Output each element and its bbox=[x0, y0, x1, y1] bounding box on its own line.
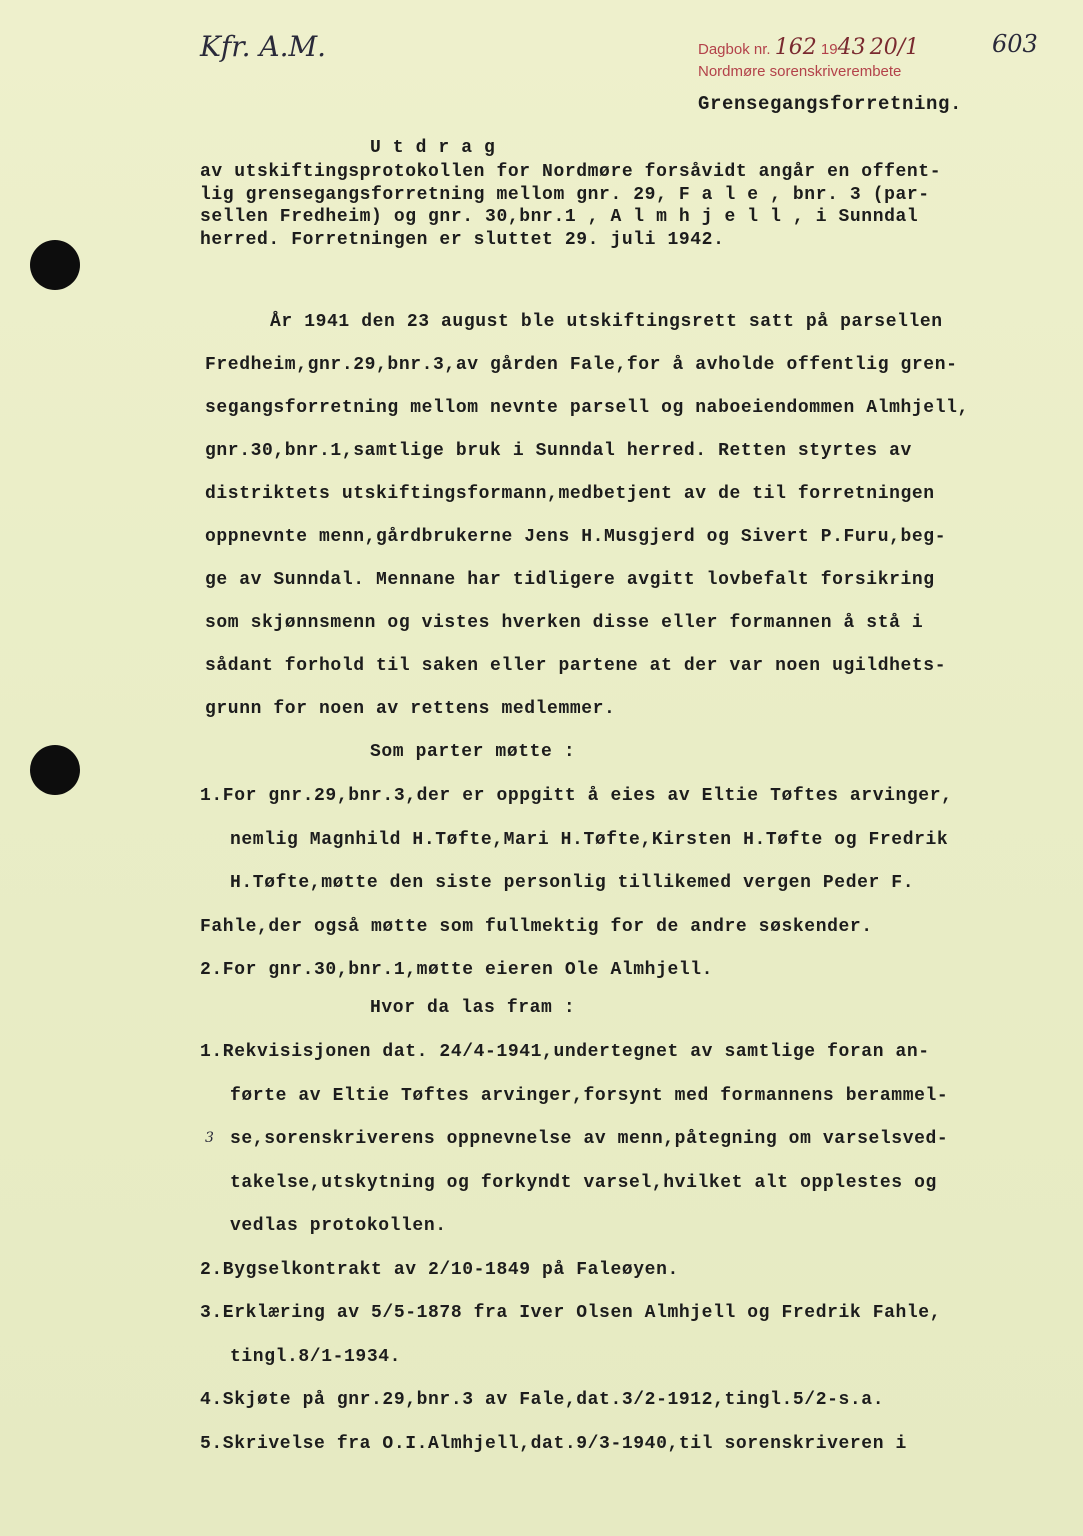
dagbok-number: 162 bbox=[774, 35, 817, 60]
read-line: vedlas protokollen. bbox=[230, 1216, 447, 1236]
intro-line: herred. Forretningen er sluttet 29. juli 1942. bbox=[200, 229, 725, 250]
body-line: Fredheim,gnr.29,bnr.3,av gården Fale,for å avholde offentlig gren- bbox=[205, 355, 958, 375]
body-line: ge av Sunndal. Mennane har tidligere avgitt lovbefalt forsikring bbox=[205, 570, 935, 590]
parties-heading: Som parter møtte : bbox=[370, 742, 576, 762]
read-line: 4.Skjøte på gnr.29,bnr.3 av Fale,dat.3/2-1912,tingl.5/2-s.a. bbox=[200, 1390, 885, 1410]
intro-line: av utskiftingsprotokollen for Nordmøre forsåvidt angår en offent- bbox=[200, 162, 942, 182]
stamp-year-suffix: 43 bbox=[837, 35, 866, 60]
office-stamp: Nordmøre sorenskriverembete bbox=[698, 63, 902, 80]
intro-line: sellen Fredheim) og gnr. 30,bnr.1 , A l m h j e l l , i Sunndal bbox=[200, 207, 919, 227]
party-line: 2.For gnr.30,bnr.1,møtte eieren Ole Almhjell. bbox=[200, 960, 714, 980]
dagbok-label: Dagbok nr. bbox=[698, 41, 771, 58]
read-line: tingl.8/1-1934. bbox=[230, 1346, 402, 1367]
registry-stamp bbox=[698, 35, 919, 60]
body-line: År 1941 den 23 august ble utskiftingsrett satt på parsellen bbox=[270, 312, 943, 332]
intro-line: lig grensegangsforretning mellom gnr. 29, F a l e , bnr. 3 (par- bbox=[200, 184, 930, 205]
body-line: segangsforretning mellom nevnte parsell og naboeiendommen Almhjell, bbox=[205, 398, 969, 418]
read-line: 2.Bygselkontrakt av 2/10-1849 på Faleøyen. bbox=[200, 1259, 679, 1280]
stamp-year-prefix: 19 bbox=[820, 41, 838, 58]
read-line: 3.Erklæring av 5/5-1878 fra Iver Olsen Almhjell og Fredrik Fahle, bbox=[200, 1303, 942, 1323]
party-line: 1.For gnr.29,bnr.3,der er oppgitt å eies av Eltie Tøftes arvinger, bbox=[200, 786, 953, 806]
punch-hole-bottom bbox=[30, 745, 80, 795]
body-line: oppnevnte menn,gårdbrukerne Jens H.Musgjerd og Sivert P.Furu,beg- bbox=[205, 527, 947, 547]
document-title: U t d r a g bbox=[370, 138, 496, 158]
stamp-date: 20/1 bbox=[869, 35, 920, 60]
body-line: distriktets utskiftingsformann,medbetjent av de til forretningen bbox=[205, 484, 935, 504]
read-line: takelse,utskytning og forkyndt varsel,hvilket alt opplestes og bbox=[230, 1172, 937, 1193]
read-heading: Hvor da las fram : bbox=[370, 998, 576, 1018]
read-line: se,sorenskriverens oppnevnelse av menn,påtegning om varselsved- bbox=[230, 1129, 949, 1149]
party-line: H.Tøfte,møtte den siste personlig tillikemed vergen Peder F. bbox=[230, 873, 915, 893]
punch-hole-top bbox=[30, 240, 80, 290]
body-line: sådant forhold til saken eller partene at der var noen ugildhets- bbox=[205, 656, 947, 676]
body-line: grunn for noen av rettens medlemmer. bbox=[205, 699, 616, 719]
handwritten-page-number: 603 bbox=[992, 30, 1038, 58]
handwritten-reference-note: Kfr. A.M. bbox=[200, 30, 327, 63]
party-line: Fahle,der også møtte som fullmektig for de andre søskender. bbox=[200, 916, 873, 937]
read-line: 1.Rekvisisjonen dat. 24/4-1941,undertegnet av samtlige foran an- bbox=[200, 1042, 930, 1062]
read-line: førte av Eltie Tøftes arvinger,forsynt med formannens berammel- bbox=[230, 1085, 949, 1106]
read-line: 5.Skrivelse fra O.I.Almhjell,dat.9/3-1940,til sorenskriveren i bbox=[200, 1433, 907, 1454]
document-heading: Grensegangsforretning. bbox=[698, 93, 963, 115]
margin-mark: 3 bbox=[205, 1130, 214, 1146]
body-line: som skjønnsmenn og vistes hverken disse eller formannen å stå i bbox=[205, 613, 924, 633]
body-line: gnr.30,bnr.1,samtlige bruk i Sunndal herred. Retten styrtes av bbox=[205, 441, 912, 461]
party-line: nemlig Magnhild H.Tøfte,Mari H.Tøfte,Kirsten H.Tøfte og Fredrik bbox=[230, 829, 949, 850]
